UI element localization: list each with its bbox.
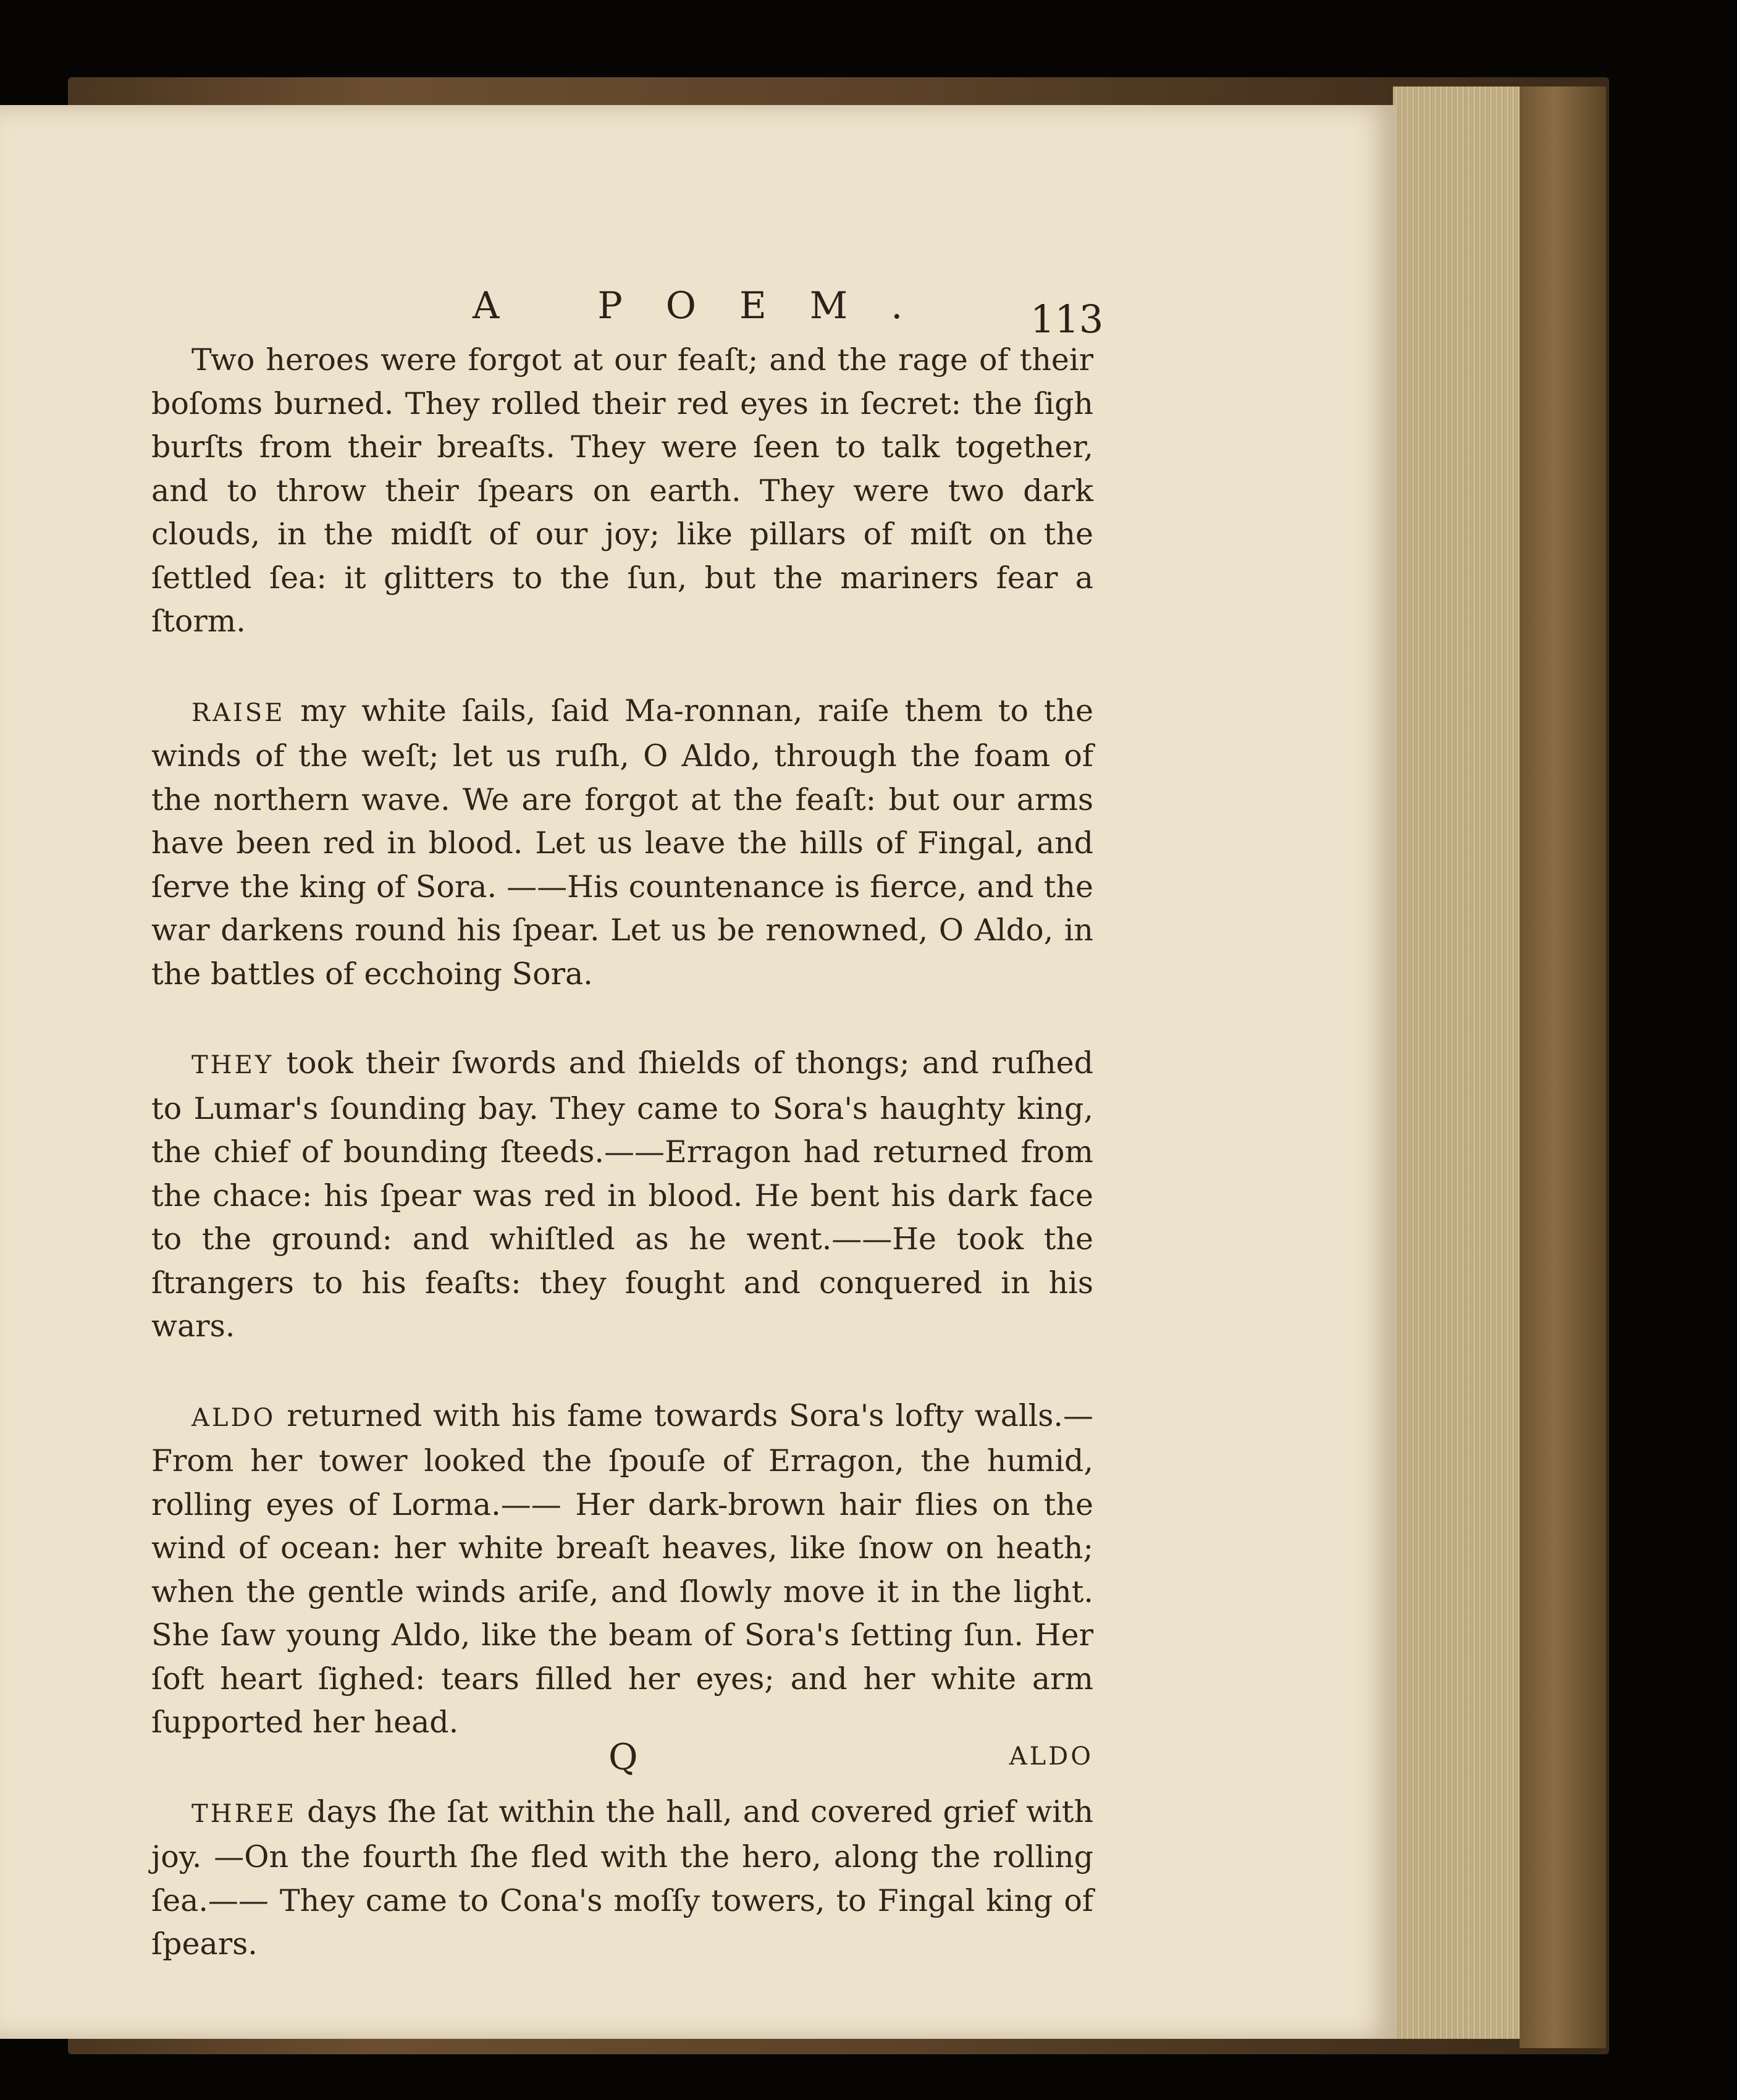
page-number: 113 <box>1030 297 1104 342</box>
paragraph-lead: ALDO <box>191 1403 276 1432</box>
signature-mark: Q <box>608 1736 638 1778</box>
catchword: ALDO <box>1009 1742 1093 1771</box>
paragraph-lead: THEY <box>191 1051 274 1079</box>
book-spine <box>1520 86 1606 2048</box>
paragraph-text: Two heroes were forgot at our feaſt; and the rage of their boſoms burned. They rolled their red eyes in ſecret: the ſigh burſts from their breaſts. They were ſeen to talk together, and to throw their ſpears on earth. They were two dark clouds, in the midſt of our joy; like pillars of miſt on the ſettled ſea: it glitters to the ſun, but the mariners fear a ſtorm. <box>151 342 1093 639</box>
paragraph-text: days ſhe ſat within the hall, and covered grief with joy. —On the fourth ſhe fled with the hero, along the rolling ſea.—— They came to Cona's moſſy towers, to Fingal king of ſpears. <box>151 1794 1093 1962</box>
paragraph <box>151 339 1093 644</box>
page-footer <box>151 1736 1093 1786</box>
paragraph <box>151 1394 1093 1745</box>
paragraph-text: took their ſwords and ſhields of thongs; and ruſhed to Lumar's ſounding bay. They came to Sora's haughty king, the chief of bounding ſteeds.——Erragon had returned from the chace: his ſpear was red in blood. He bent his dark face to the ground: and whiſtled as he went.——He took the ſtrangers to his feaſts: they fought and conquered in his wars. <box>151 1045 1093 1344</box>
page-edges <box>1393 86 1520 2039</box>
paragraph-lead: THREE <box>191 1799 297 1828</box>
paragraph-text: returned with his fame towards Sora's lofty walls.—From her tower looked the ſpouſe of Erragon, the humid, rolling eyes of Lorma.—— Her dark-brown hair flies on the wind of ocean: her white breaſt heaves, like ſnow on heath; when the gentle winds ariſe, and ſlowly move it in the light. She ſaw young Aldo, like the beam of Sora's ſetting ſun. Her ſoft heart ſighed: tears filled her eyes; and her white arm ſupported her head. <box>151 1398 1093 1740</box>
running-head: A POEM. <box>473 284 946 327</box>
paragraph <box>151 1790 1093 1967</box>
paragraph-lead: RAISE <box>191 698 285 727</box>
paragraph-text: my white ſails, ſaid Ma-ronnan, raiſe them to the winds of the weſt; let us ruſh, O Aldo, through the foam of the northern wave. We are forgot at the feaſt: but our arms have been red in blood. Let us leave the hills of Fingal, and ſerve the king of Sora. ——His countenance is fierce, and the war darkens round his ſpear. Let us be renowned, O Aldo, in the battles of ecchoing Sora. <box>151 693 1093 992</box>
paragraph <box>151 689 1093 997</box>
paragraph <box>151 1042 1093 1349</box>
